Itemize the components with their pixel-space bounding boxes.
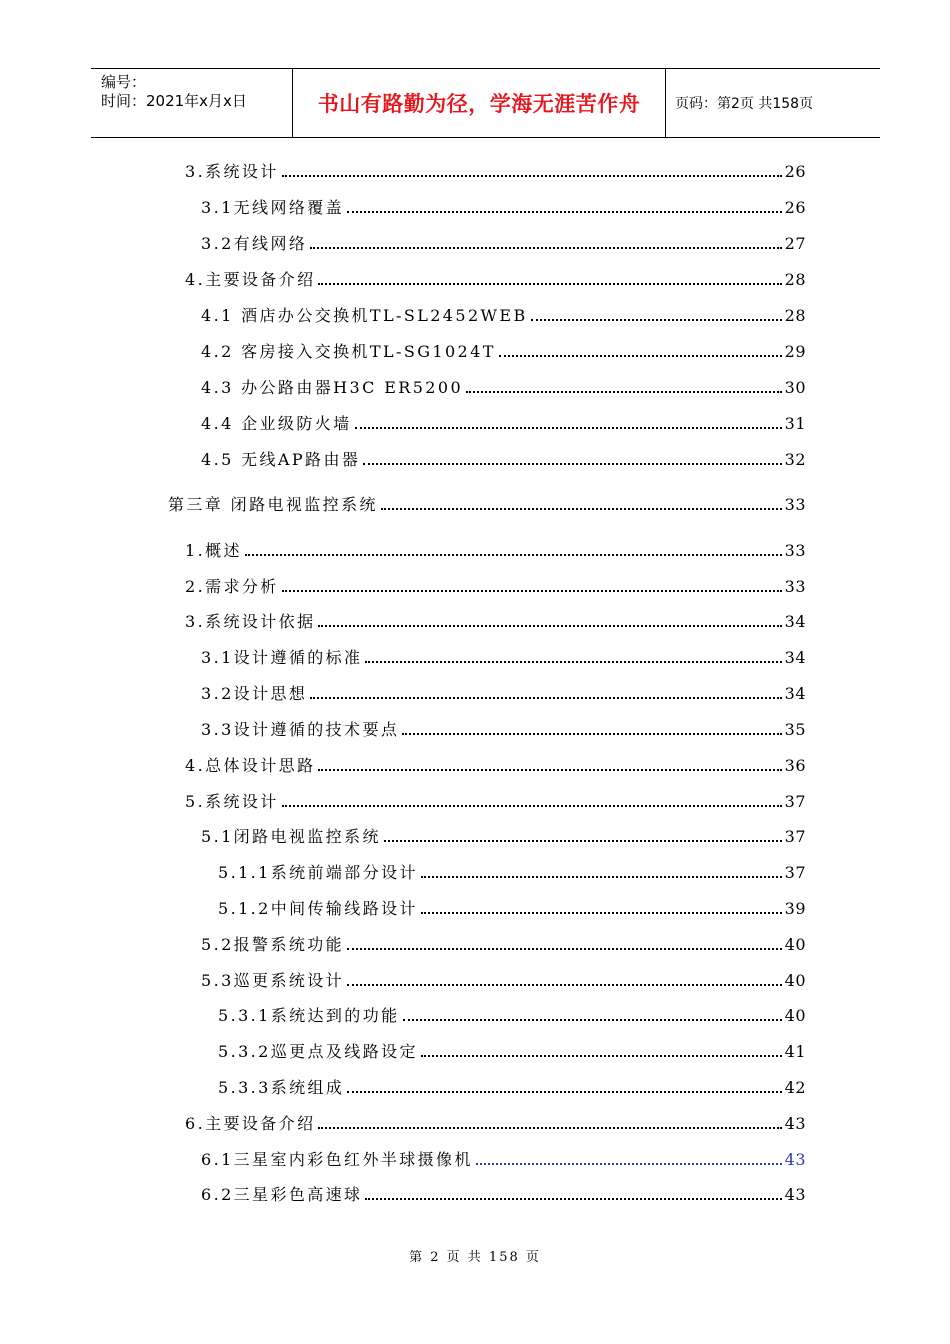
toc-entry-title: 3.系统设计 xyxy=(185,162,279,181)
toc-entry-page: 33 xyxy=(784,541,806,560)
toc-leader xyxy=(282,175,782,177)
toc-entry[interactable] xyxy=(201,1181,806,1205)
toc-leader xyxy=(347,948,782,950)
toc-leader xyxy=(347,211,782,213)
toc-leader xyxy=(310,697,781,699)
toc-entry-page: 33 xyxy=(784,495,806,514)
toc-entry-page: 40 xyxy=(784,971,806,990)
toc-leader xyxy=(363,463,781,465)
toc-entry[interactable] xyxy=(185,608,806,632)
toc-leader xyxy=(365,1198,781,1200)
toc-entry-title: 3.系统设计依据 xyxy=(185,612,316,631)
toc-entry-title: 3.3设计遵循的技术要点 xyxy=(201,720,400,739)
toc-entry[interactable] xyxy=(201,716,806,740)
toc-entry-page: 34 xyxy=(784,648,806,667)
toc-entry-page: 26 xyxy=(784,198,806,217)
toc-leader xyxy=(347,1091,781,1093)
toc-entry[interactable] xyxy=(185,158,806,182)
toc-entry[interactable] xyxy=(201,644,806,668)
toc-entry-page: 31 xyxy=(784,414,806,433)
toc-entry-title: 3.2设计思想 xyxy=(201,684,308,703)
toc-entry-page: 37 xyxy=(784,827,806,846)
toc-entry-title: 3.2有线网络 xyxy=(201,234,308,253)
toc-entry-page: 40 xyxy=(784,1006,806,1025)
toc-entry[interactable] xyxy=(218,1002,806,1026)
toc-entry[interactable] xyxy=(201,302,806,326)
toc-entry[interactable] xyxy=(201,931,806,955)
toc-entry-page: 37 xyxy=(784,863,806,882)
toc-entry-page: 40 xyxy=(784,935,806,954)
toc-entry-title: 5.2报警系统功能 xyxy=(201,935,345,954)
toc-entry-title: 3.1设计遵循的标准 xyxy=(201,648,363,667)
toc-entry-page: 26 xyxy=(784,162,806,181)
toc-entry-title: 5.系统设计 xyxy=(185,792,279,811)
toc-entry-page: 34 xyxy=(784,612,806,631)
toc-leader xyxy=(499,355,782,357)
toc-entry-page: 28 xyxy=(784,306,806,325)
toc-entry-page: 30 xyxy=(784,378,806,397)
toc-entry-page: 32 xyxy=(784,450,806,469)
toc-leader xyxy=(421,1055,782,1057)
toc-leader xyxy=(384,840,782,842)
toc-leader xyxy=(403,1019,782,1021)
toc-entry[interactable] xyxy=(201,194,806,218)
toc-entry-page: 27 xyxy=(784,234,806,253)
toc-entry[interactable] xyxy=(185,1110,806,1134)
toc-entry-page: 35 xyxy=(784,720,806,739)
toc-leader xyxy=(282,805,782,807)
toc-entry[interactable] xyxy=(201,374,806,398)
toc-entry-title: 5.3.3系统组成 xyxy=(218,1078,345,1097)
toc-entry-title: 5.1.2中间传输线路设计 xyxy=(218,899,418,918)
doc-number-label: 编号： xyxy=(101,73,147,91)
toc-entry-page: 39 xyxy=(784,899,806,918)
toc-leader xyxy=(318,625,781,627)
toc-entry-title: 第三章 闭路电视监控系统 xyxy=(168,495,378,514)
toc-entry[interactable] xyxy=(185,788,806,812)
toc-entry[interactable] xyxy=(201,446,806,470)
doc-date-label: 时间：2021年x月x日 xyxy=(101,92,247,110)
toc-entry-title: 4.2 客房接入交换机TL-SG1024T xyxy=(201,342,496,361)
page-footer: 第 2 页 共 158 页 xyxy=(409,1250,541,1265)
toc-entry-title: 6.主要设备介绍 xyxy=(185,1114,316,1133)
toc-entry-title: 4.主要设备介绍 xyxy=(185,270,316,289)
toc-leader xyxy=(347,984,782,986)
toc-entry-title: 6.1三星室内彩色红外半球摄像机 xyxy=(201,1150,473,1169)
toc-entry[interactable] xyxy=(218,895,806,919)
toc-entry[interactable] xyxy=(185,573,806,597)
toc-leader xyxy=(421,912,782,914)
toc-entry-page: 42 xyxy=(784,1078,806,1097)
toc-leader xyxy=(476,1163,782,1165)
toc-entry-page: 43 xyxy=(784,1150,806,1169)
toc-entry-title: 6.2三星彩色高速球 xyxy=(201,1185,363,1204)
toc-entry-page: 43 xyxy=(784,1185,806,1204)
toc-entry-title: 5.1闭路电视监控系统 xyxy=(201,827,381,846)
toc-entry-page: 41 xyxy=(784,1042,806,1061)
toc-entry[interactable] xyxy=(201,230,806,254)
toc-entry-chapter[interactable] xyxy=(168,491,806,515)
toc-leader xyxy=(282,590,782,592)
toc-entry-title: 4.3 办公路由器H3C ER5200 xyxy=(201,378,464,397)
page-header xyxy=(91,68,880,138)
toc-entry[interactable] xyxy=(201,680,806,704)
toc-entry-page: 34 xyxy=(784,684,806,703)
toc-leader xyxy=(245,554,782,556)
toc-leader xyxy=(531,319,782,321)
toc-entry[interactable] xyxy=(185,266,806,290)
header-motto: 书山有路勤为径，学海无涯苦作舟 xyxy=(293,69,666,137)
toc-leader xyxy=(318,283,781,285)
toc-entry[interactable] xyxy=(185,752,806,776)
toc-entry-page: 29 xyxy=(784,342,806,361)
toc-entry-page: 43 xyxy=(784,1114,806,1133)
toc-entry[interactable] xyxy=(218,1038,806,1062)
toc-leader xyxy=(421,876,782,878)
toc-entry-page: 36 xyxy=(784,756,806,775)
toc-entry-title: 4.4 企业级防火墙 xyxy=(201,414,352,433)
toc-entry-title: 5.3巡更系统设计 xyxy=(201,971,345,990)
toc-entry-title: 5.3.2巡更点及线路设定 xyxy=(218,1042,418,1061)
toc-leader xyxy=(355,427,782,429)
toc-entry-title: 5.3.1系统达到的功能 xyxy=(218,1006,400,1025)
toc-entry[interactable] xyxy=(218,1074,806,1098)
header-page-info: 页码：第2页 共158页 xyxy=(675,96,814,112)
toc-leader xyxy=(318,769,781,771)
toc-entry-title: 4.1 酒店办公交换机TL-SL2452WEB xyxy=(201,306,528,325)
toc-entry-page: 28 xyxy=(784,270,806,289)
toc-leader xyxy=(310,247,781,249)
toc-entry[interactable] xyxy=(201,410,806,434)
toc-entry-title: 4.5 无线AP路由器 xyxy=(201,450,361,469)
toc-entry-title: 4.总体设计思路 xyxy=(185,756,316,775)
toc-leader xyxy=(381,508,782,510)
toc-entry-title: 2.需求分析 xyxy=(185,577,279,596)
toc-entry[interactable] xyxy=(218,859,806,883)
toc-leader xyxy=(402,733,781,735)
toc-entry-link[interactable] xyxy=(201,1146,806,1170)
toc-entry-title: 5.1.1系统前端部分设计 xyxy=(218,863,418,882)
header-meta xyxy=(91,69,293,137)
toc-entry[interactable] xyxy=(185,537,806,561)
toc-entry-page: 37 xyxy=(784,792,806,811)
toc-entry-title: 3.1无线网络覆盖 xyxy=(201,198,345,217)
toc-entry[interactable] xyxy=(201,967,806,991)
toc-leader xyxy=(466,391,782,393)
toc-entry[interactable] xyxy=(201,338,806,362)
toc-leader xyxy=(318,1127,781,1129)
toc-entry-page: 33 xyxy=(784,577,806,596)
toc-leader xyxy=(365,661,781,663)
toc-entry[interactable] xyxy=(201,823,806,847)
toc-entry-title: 1.概述 xyxy=(185,541,242,560)
